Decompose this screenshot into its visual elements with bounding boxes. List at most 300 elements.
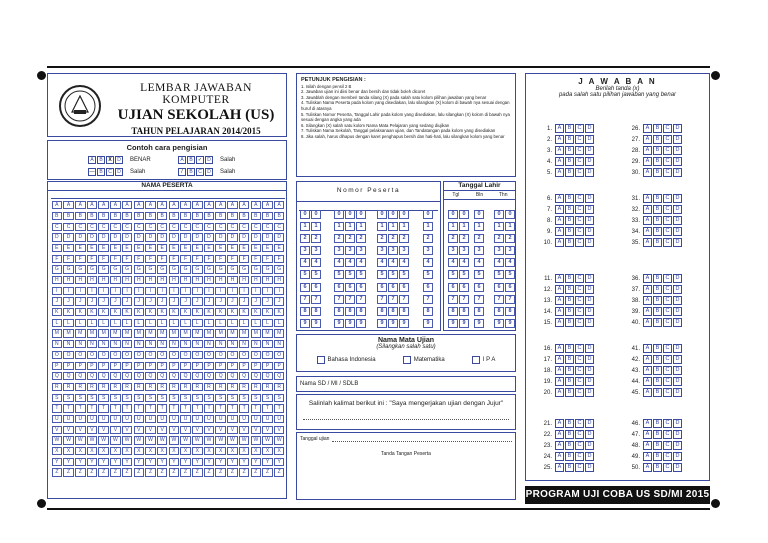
answer-bubble[interactable]: C [575,355,584,364]
name-bubble[interactable]: C [52,223,63,231]
digit-bubble[interactable]: 4 [448,258,458,267]
name-bubble[interactable]: K [98,308,109,316]
name-bubble[interactable]: F [110,255,121,263]
name-bubble[interactable]: X [63,447,74,455]
name-bubble[interactable]: W [227,436,238,444]
answer-bubble[interactable]: C [575,344,584,353]
digit-bubble[interactable]: 1 [474,222,484,231]
name-bubble[interactable]: F [215,255,226,263]
name-bubble[interactable]: R [52,383,63,391]
digit-bubble[interactable]: 5 [345,270,355,279]
name-bubble[interactable]: F [262,255,273,263]
name-bubble[interactable]: G [110,265,121,273]
name-bubble[interactable]: K [52,308,63,316]
name-bubble[interactable]: Z [180,468,191,476]
answer-bubble[interactable]: A [643,216,652,225]
name-bubble[interactable]: W [110,436,121,444]
name-bubble[interactable]: Z [192,468,203,476]
name-bubble[interactable]: A [157,201,168,209]
name-bubble[interactable]: D [122,233,133,241]
name-bubble[interactable]: U [87,415,98,423]
name-bubble[interactable]: R [274,383,285,391]
name-bubble[interactable]: G [122,265,133,273]
name-bubble[interactable]: W [157,436,168,444]
digit-bubble[interactable]: 4 [334,258,344,267]
answer-bubble[interactable]: B [565,168,574,177]
name-bubble[interactable]: V [227,426,238,434]
name-bubble[interactable]: G [134,265,145,273]
answer-bubble[interactable]: D [673,388,682,397]
name-bubble[interactable]: X [110,447,121,455]
digit-bubble[interactable]: 8 [345,307,355,316]
name-bubble[interactable]: I [180,287,191,295]
answer-bubble[interactable]: C [575,441,584,450]
name-bubble[interactable]: T [122,404,133,412]
digit-bubble[interactable]: 7 [494,295,504,304]
name-bubble[interactable]: M [180,329,191,337]
answer-bubble[interactable]: B [565,452,574,461]
name-bubble[interactable]: V [110,426,121,434]
name-bubble[interactable]: Q [98,372,109,380]
name-bubble[interactable]: Z [110,468,121,476]
answer-bubble[interactable]: C [575,146,584,155]
name-bubble[interactable]: L [98,319,109,327]
name-bubble[interactable]: E [169,244,180,252]
answer-bubble[interactable]: B [653,307,662,316]
name-bubble[interactable]: H [169,276,180,284]
name-bubble[interactable]: Y [180,458,191,466]
name-bubble[interactable]: T [274,404,285,412]
digit-bubble[interactable]: 1 [345,222,355,231]
name-bubble[interactable]: O [63,351,74,359]
answer-bubble[interactable]: C [575,274,584,283]
name-bubble[interactable]: R [192,383,203,391]
name-bubble[interactable]: L [52,319,63,327]
answer-bubble[interactable]: D [673,307,682,316]
name-bubble[interactable]: M [215,329,226,337]
digit-bubble[interactable]: 4 [345,258,355,267]
name-bubble[interactable]: B [204,212,215,220]
answer-bubble[interactable]: C [663,307,672,316]
answer-bubble[interactable]: A [555,124,564,133]
name-bubble[interactable]: B [122,212,133,220]
digit-bubble[interactable]: 7 [474,295,484,304]
digit-bubble[interactable]: 3 [474,246,484,255]
name-bubble[interactable]: U [204,415,215,423]
name-bubble[interactable]: Q [227,372,238,380]
answer-bubble[interactable]: A [643,307,652,316]
name-bubble[interactable]: N [75,340,86,348]
answer-bubble[interactable]: C [663,355,672,364]
answer-bubble[interactable]: A [555,344,564,353]
answer-bubble[interactable]: C [575,296,584,305]
answer-bubble[interactable]: B [653,274,662,283]
digit-bubble[interactable]: 1 [377,222,387,231]
answer-bubble[interactable]: A [643,238,652,247]
digit-bubble[interactable]: 3 [311,246,321,255]
name-bubble[interactable]: P [204,362,215,370]
name-bubble[interactable]: K [75,308,86,316]
digit-bubble[interactable]: 0 [505,210,515,219]
answer-bubble[interactable]: D [585,377,594,386]
digit-bubble[interactable]: 8 [300,307,310,316]
name-bubble[interactable]: D [110,233,121,241]
name-bubble[interactable]: D [169,233,180,241]
answer-bubble[interactable]: B [565,430,574,439]
name-bubble[interactable]: E [239,244,250,252]
name-bubble[interactable]: Z [274,468,285,476]
answer-bubble[interactable]: C [663,452,672,461]
name-bubble[interactable]: G [98,265,109,273]
name-bubble[interactable]: B [215,212,226,220]
name-bubble[interactable]: L [63,319,74,327]
answer-bubble[interactable]: A [643,274,652,283]
digit-bubble[interactable]: 5 [334,270,344,279]
name-bubble[interactable]: S [180,394,191,402]
answer-bubble[interactable]: C [575,366,584,375]
name-bubble[interactable]: S [134,394,145,402]
answer-bubble[interactable]: D [585,157,594,166]
digit-bubble[interactable]: 7 [505,295,515,304]
name-bubble[interactable]: W [134,436,145,444]
name-bubble[interactable]: L [122,319,133,327]
digit-bubble[interactable]: 2 [423,234,433,243]
name-bubble[interactable]: D [239,233,250,241]
name-bubble[interactable]: N [157,340,168,348]
name-bubble[interactable]: V [75,426,86,434]
digit-bubble[interactable]: 0 [399,210,409,219]
digit-bubble[interactable]: 5 [459,270,469,279]
name-bubble[interactable]: U [262,415,273,423]
name-bubble[interactable]: H [215,276,226,284]
name-bubble[interactable]: W [180,436,191,444]
name-bubble[interactable]: P [87,362,98,370]
name-bubble[interactable]: X [145,447,156,455]
name-bubble[interactable]: L [169,319,180,327]
name-bubble[interactable]: K [169,308,180,316]
name-bubble[interactable]: M [134,329,145,337]
answer-bubble[interactable]: C [663,388,672,397]
name-bubble[interactable]: B [157,212,168,220]
digit-bubble[interactable]: 0 [423,210,433,219]
name-bubble[interactable]: V [192,426,203,434]
digit-bubble[interactable]: 7 [388,295,398,304]
digit-bubble[interactable]: 4 [399,258,409,267]
name-bubble[interactable]: Q [122,372,133,380]
name-bubble[interactable]: K [192,308,203,316]
name-bubble[interactable]: N [239,340,250,348]
digit-bubble[interactable]: 0 [300,210,310,219]
name-bubble[interactable]: T [134,404,145,412]
name-bubble[interactable]: N [180,340,191,348]
name-bubble[interactable]: K [251,308,262,316]
name-bubble[interactable]: Y [239,458,250,466]
answer-bubble[interactable]: D [585,452,594,461]
name-bubble[interactable]: K [110,308,121,316]
name-bubble[interactable]: X [192,447,203,455]
name-bubble[interactable]: X [98,447,109,455]
name-bubble[interactable]: F [145,255,156,263]
name-bubble[interactable]: W [215,436,226,444]
name-bubble[interactable]: Y [98,458,109,466]
answer-bubble[interactable]: A [643,296,652,305]
name-bubble[interactable]: Z [98,468,109,476]
option-ipa[interactable] [472,356,496,364]
digit-bubble[interactable]: 2 [459,234,469,243]
digit-bubble[interactable]: 7 [459,295,469,304]
tanggal-ujian-line[interactable] [332,441,512,442]
answer-bubble[interactable]: C [663,377,672,386]
digit-bubble[interactable]: 4 [474,258,484,267]
name-bubble[interactable]: R [145,383,156,391]
name-bubble[interactable]: G [180,265,191,273]
name-bubble[interactable]: B [239,212,250,220]
name-bubble[interactable]: Z [169,468,180,476]
name-bubble[interactable]: R [75,383,86,391]
answer-bubble[interactable]: A [555,216,564,225]
digit-bubble[interactable]: 6 [505,283,515,292]
name-bubble[interactable]: J [157,297,168,305]
name-bubble[interactable]: C [98,223,109,231]
name-bubble[interactable]: F [134,255,145,263]
answer-bubble[interactable]: C [575,205,584,214]
answer-bubble[interactable]: D [585,344,594,353]
option-matematika[interactable] [403,356,445,364]
name-bubble[interactable]: P [239,362,250,370]
answer-bubble[interactable]: A [643,355,652,364]
name-bubble[interactable]: W [204,436,215,444]
name-bubble[interactable]: D [157,233,168,241]
name-bubble[interactable]: W [98,436,109,444]
answer-bubble[interactable]: B [653,227,662,236]
name-bubble[interactable]: G [63,265,74,273]
answer-bubble[interactable]: A [555,366,564,375]
name-bubble[interactable]: W [63,436,74,444]
name-bubble[interactable]: I [98,287,109,295]
name-bubble[interactable]: R [63,383,74,391]
name-bubble[interactable]: B [110,212,121,220]
answer-bubble[interactable]: A [643,285,652,294]
name-bubble[interactable]: V [204,426,215,434]
name-bubble[interactable]: B [145,212,156,220]
name-bubble[interactable]: L [192,319,203,327]
name-bubble[interactable]: Y [262,458,273,466]
name-bubble[interactable]: T [98,404,109,412]
answer-bubble[interactable]: B [653,430,662,439]
answer-bubble[interactable]: C [663,463,672,472]
answer-bubble[interactable]: A [555,135,564,144]
name-bubble[interactable]: A [63,201,74,209]
answer-bubble[interactable]: B [653,296,662,305]
name-bubble[interactable]: D [215,233,226,241]
digit-bubble[interactable]: 1 [388,222,398,231]
name-bubble[interactable]: C [145,223,156,231]
name-bubble[interactable]: T [204,404,215,412]
digit-bubble[interactable]: 1 [423,222,433,231]
answer-bubble[interactable]: A [643,124,652,133]
name-bubble[interactable]: D [180,233,191,241]
name-bubble[interactable]: I [169,287,180,295]
answer-bubble[interactable]: A [555,227,564,236]
name-bubble[interactable]: X [169,447,180,455]
name-bubble[interactable]: H [87,276,98,284]
name-bubble[interactable]: X [75,447,86,455]
digit-bubble[interactable]: 8 [505,307,515,316]
name-bubble[interactable]: R [169,383,180,391]
name-bubble[interactable]: H [52,276,63,284]
name-bubble[interactable]: E [251,244,262,252]
name-bubble[interactable]: Y [157,458,168,466]
name-bubble[interactable]: M [122,329,133,337]
name-bubble[interactable]: S [274,394,285,402]
answer-bubble[interactable]: C [663,135,672,144]
answer-bubble[interactable]: A [643,194,652,203]
name-bubble[interactable]: Z [52,468,63,476]
answer-bubble[interactable]: B [565,318,574,327]
name-bubble[interactable]: F [227,255,238,263]
answer-bubble[interactable]: C [663,205,672,214]
digit-bubble[interactable]: 5 [356,270,366,279]
name-bubble[interactable]: I [87,287,98,295]
name-bubble[interactable]: H [75,276,86,284]
digit-bubble[interactable]: 8 [311,307,321,316]
name-bubble[interactable]: R [122,383,133,391]
name-bubble[interactable]: S [110,394,121,402]
name-bubble[interactable]: V [52,426,63,434]
name-bubble[interactable]: J [204,297,215,305]
name-bubble[interactable]: J [262,297,273,305]
name-bubble[interactable]: P [169,362,180,370]
answer-bubble[interactable]: D [585,205,594,214]
name-bubble[interactable]: Y [87,458,98,466]
digit-bubble[interactable]: 0 [448,210,458,219]
digit-bubble[interactable]: 2 [388,234,398,243]
answer-bubble[interactable]: D [673,238,682,247]
name-bubble[interactable]: U [134,415,145,423]
digit-bubble[interactable]: 2 [399,234,409,243]
name-bubble[interactable]: J [274,297,285,305]
answer-bubble[interactable]: D [673,168,682,177]
name-bubble[interactable]: F [204,255,215,263]
name-bubble[interactable]: I [157,287,168,295]
name-bubble[interactable]: C [239,223,250,231]
digit-bubble[interactable]: 5 [388,270,398,279]
digit-bubble[interactable]: 3 [377,246,387,255]
name-bubble[interactable]: D [145,233,156,241]
name-bubble[interactable]: O [251,351,262,359]
name-bubble[interactable]: Z [215,468,226,476]
name-bubble[interactable]: U [157,415,168,423]
name-bubble[interactable]: D [262,233,273,241]
name-bubble[interactable]: J [75,297,86,305]
answer-bubble[interactable]: A [643,168,652,177]
answer-bubble[interactable]: A [555,318,564,327]
name-bubble[interactable]: B [180,212,191,220]
name-bubble[interactable]: N [110,340,121,348]
name-bubble[interactable]: C [204,223,215,231]
name-bubble[interactable]: H [98,276,109,284]
digit-bubble[interactable]: 1 [505,222,515,231]
name-bubble[interactable]: R [98,383,109,391]
digit-bubble[interactable]: 3 [388,246,398,255]
name-bubble[interactable]: A [122,201,133,209]
name-bubble[interactable]: H [204,276,215,284]
name-bubble[interactable]: N [192,340,203,348]
name-bubble[interactable]: S [204,394,215,402]
answer-bubble[interactable]: C [575,124,584,133]
name-bubble[interactable]: B [274,212,285,220]
name-bubble[interactable]: N [52,340,63,348]
name-bubble[interactable]: C [134,223,145,231]
answer-bubble[interactable]: D [673,377,682,386]
name-bubble[interactable]: H [180,276,191,284]
name-bubble[interactable]: X [122,447,133,455]
name-bubble[interactable]: J [52,297,63,305]
name-bubble[interactable]: D [274,233,285,241]
name-bubble[interactable]: S [262,394,273,402]
digit-bubble[interactable]: 5 [377,270,387,279]
name-bubble[interactable]: C [75,223,86,231]
name-bubble[interactable]: K [262,308,273,316]
answer-bubble[interactable]: B [653,318,662,327]
name-bubble[interactable]: I [239,287,250,295]
digit-bubble[interactable]: 1 [300,222,310,231]
name-bubble[interactable]: K [227,308,238,316]
name-bubble[interactable]: C [180,223,191,231]
name-bubble[interactable]: Y [134,458,145,466]
name-bubble[interactable]: G [239,265,250,273]
name-bubble[interactable]: D [251,233,262,241]
name-bubble[interactable]: E [52,244,63,252]
name-bubble[interactable]: E [192,244,203,252]
name-bubble[interactable]: H [262,276,273,284]
name-bubble[interactable]: H [134,276,145,284]
digit-bubble[interactable]: 2 [448,234,458,243]
name-bubble[interactable]: C [157,223,168,231]
name-bubble[interactable]: P [110,362,121,370]
name-bubble[interactable]: O [262,351,273,359]
digit-bubble[interactable]: 6 [300,283,310,292]
name-bubble[interactable]: Q [87,372,98,380]
digit-bubble[interactable]: 6 [377,283,387,292]
answer-bubble[interactable]: C [663,124,672,133]
name-bubble[interactable]: A [98,201,109,209]
name-bubble[interactable]: X [262,447,273,455]
digit-bubble[interactable]: 3 [459,246,469,255]
name-bubble[interactable]: O [52,351,63,359]
answer-bubble[interactable]: D [585,146,594,155]
name-bubble[interactable]: S [145,394,156,402]
name-bubble[interactable]: O [192,351,203,359]
answer-bubble[interactable]: D [585,388,594,397]
name-bubble[interactable]: W [262,436,273,444]
name-bubble[interactable]: O [75,351,86,359]
name-bubble[interactable]: I [227,287,238,295]
digit-bubble[interactable]: 9 [494,319,504,328]
name-bubble[interactable]: J [98,297,109,305]
name-bubble[interactable]: Y [251,458,262,466]
digit-bubble[interactable]: 4 [423,258,433,267]
name-bubble[interactable]: Z [63,468,74,476]
name-bubble[interactable]: L [134,319,145,327]
answer-bubble[interactable]: A [643,157,652,166]
answer-bubble[interactable]: C [575,307,584,316]
name-bubble[interactable]: S [215,394,226,402]
name-bubble[interactable]: C [122,223,133,231]
name-bubble[interactable]: M [145,329,156,337]
digit-bubble[interactable]: 3 [448,246,458,255]
digit-bubble[interactable]: 6 [311,283,321,292]
